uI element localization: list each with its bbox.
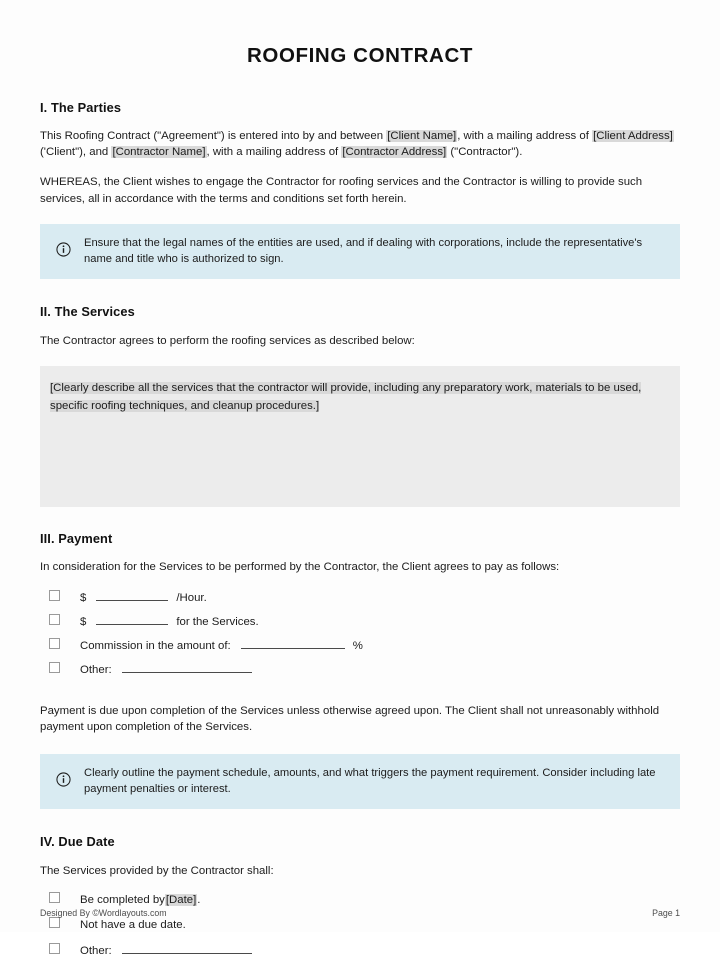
payment-option-hourly-body xyxy=(80,589,207,604)
payment-option-commission-body xyxy=(80,637,363,652)
parties-text-3: ('Client"), and xyxy=(40,146,112,159)
document-title: ROOFING CONTRACT xyxy=(247,44,473,67)
footer-page-number: Page 1 xyxy=(652,908,680,918)
checkbox-empty-icon[interactable] xyxy=(49,590,60,601)
payment-option-other-body xyxy=(80,661,258,676)
checkbox-empty-icon[interactable] xyxy=(49,892,60,903)
payment-commission-input-rule[interactable] xyxy=(241,637,345,649)
payment-flat-input-rule[interactable] xyxy=(96,613,168,625)
due-date-option-no-due-date[interactable] xyxy=(40,917,680,942)
placeholder-contractor-address[interactable]: [Contractor Address] xyxy=(342,146,447,159)
payment-option-commission-prefix: Commission in the amount of: xyxy=(80,640,231,653)
due-date-option-other-prefix: Other: xyxy=(80,944,112,957)
checkbox-empty-icon[interactable] xyxy=(49,614,60,625)
due-date-option-completed-by-suffix: . xyxy=(197,893,201,906)
section-heading-due-date: IV. Due Date xyxy=(40,833,115,849)
payment-option-flat-body xyxy=(80,613,259,628)
parties-text-4: , with a mailing address of xyxy=(206,146,342,159)
payment-note: Payment is due upon completion of the Services unless otherwise agreed upon. The Client shall not unreasonably withhold payment upon completion of the Services. xyxy=(40,705,660,734)
checkbox-cell[interactable] xyxy=(40,917,80,931)
due-date-options-list xyxy=(40,892,680,967)
due-date-intro: The Services provided by the Contractor shall: xyxy=(40,864,274,877)
parties-text-5: ("Contractor"). xyxy=(447,146,523,159)
info-callout-payment xyxy=(40,754,680,809)
checkbox-cell[interactable] xyxy=(40,590,80,604)
payment-option-commission-suffix: % xyxy=(352,640,363,653)
placeholder-client-address[interactable]: [Client Address] xyxy=(593,130,673,142)
due-date-option-other-body xyxy=(80,942,258,957)
payment-other-input-rule[interactable] xyxy=(122,661,252,673)
info-circle-icon xyxy=(54,765,72,787)
parties-paragraph-2: WHEREAS, the Client wishes to engage the Contractor for roofing services and the Contractor is willing to provide such services, all in accordance with the terms and conditions set forth herein. xyxy=(40,176,643,205)
checkbox-cell[interactable] xyxy=(40,638,80,652)
services-intro: The Contractor agrees to perform the roofing services as described below: xyxy=(40,334,415,347)
info-circle-icon xyxy=(54,235,72,257)
payment-option-flat-prefix: $ xyxy=(80,616,87,629)
payment-option-flat[interactable] xyxy=(40,613,680,637)
info-callout-payment-text: Clearly outline the payment schedule, amounts, and what triggers the payment requirement. Consider including late payment penalties or interest. xyxy=(84,766,656,795)
parties-text-1: This Roofing Contract ("Agreement") is entered into by and between xyxy=(40,130,387,142)
parties-paragraph-1 xyxy=(40,128,680,160)
payment-option-hourly-suffix: /Hour. xyxy=(176,592,207,605)
checkbox-cell[interactable] xyxy=(40,614,80,628)
info-callout-parties xyxy=(40,224,680,279)
checkbox-cell[interactable] xyxy=(40,943,80,957)
payment-intro: In consideration for the Services to be performed by the Contractor, the Client agrees to pay as follows: xyxy=(40,561,560,574)
page-footer xyxy=(40,908,680,918)
placeholder-date[interactable]: [Date] xyxy=(165,893,197,906)
info-callout-parties-text: Ensure that the legal names of the entities are used, and if dealing with corporations, include the representative's name and title who is authorized to sign. xyxy=(84,236,643,265)
checkbox-empty-icon[interactable] xyxy=(49,662,60,673)
services-description-box[interactable] xyxy=(40,366,680,507)
payment-options-list xyxy=(40,589,680,685)
section-heading-parties: I. The Parties xyxy=(40,100,122,115)
footer-credit: Designed By ©Wordlayouts.com xyxy=(40,908,167,918)
payment-option-other[interactable] xyxy=(40,661,680,685)
due-date-option-no-due-date-prefix: Not have a due date. xyxy=(80,918,186,931)
checkbox-empty-icon[interactable] xyxy=(49,638,60,649)
checkbox-empty-icon[interactable] xyxy=(49,917,60,928)
services-description-placeholder[interactable]: [Clearly describe all the services that the contractor will provide, including any preparatory work, materials to be used, specific roofing techniques, and cleanup procedures.] xyxy=(50,382,642,413)
payment-hourly-input-rule[interactable] xyxy=(96,589,168,601)
payment-option-hourly-prefix: $ xyxy=(80,592,87,605)
payment-option-commission[interactable] xyxy=(40,637,680,661)
section-heading-services: II. The Services xyxy=(40,303,135,319)
parties-text-2: , with a mailing address of xyxy=(457,130,593,142)
due-date-option-completed-by-body xyxy=(80,894,200,906)
checkbox-cell[interactable] xyxy=(40,662,80,676)
payment-option-hourly[interactable] xyxy=(40,589,680,613)
payment-option-other-prefix: Other: xyxy=(80,664,112,677)
due-date-option-other[interactable] xyxy=(40,942,680,967)
due-date-option-no-due-date-body xyxy=(80,919,186,931)
due-date-other-input-rule[interactable] xyxy=(122,942,252,954)
section-heading-payment: III. Payment xyxy=(40,531,113,547)
placeholder-client-name[interactable]: [Client Name] xyxy=(387,130,457,142)
due-date-option-completed-by-prefix: Be completed by xyxy=(80,893,165,906)
checkbox-empty-icon[interactable] xyxy=(49,943,60,954)
payment-option-flat-suffix: for the Services. xyxy=(176,616,259,629)
placeholder-contractor-name[interactable]: [Contractor Name] xyxy=(112,146,206,159)
checkbox-cell[interactable] xyxy=(40,892,80,906)
